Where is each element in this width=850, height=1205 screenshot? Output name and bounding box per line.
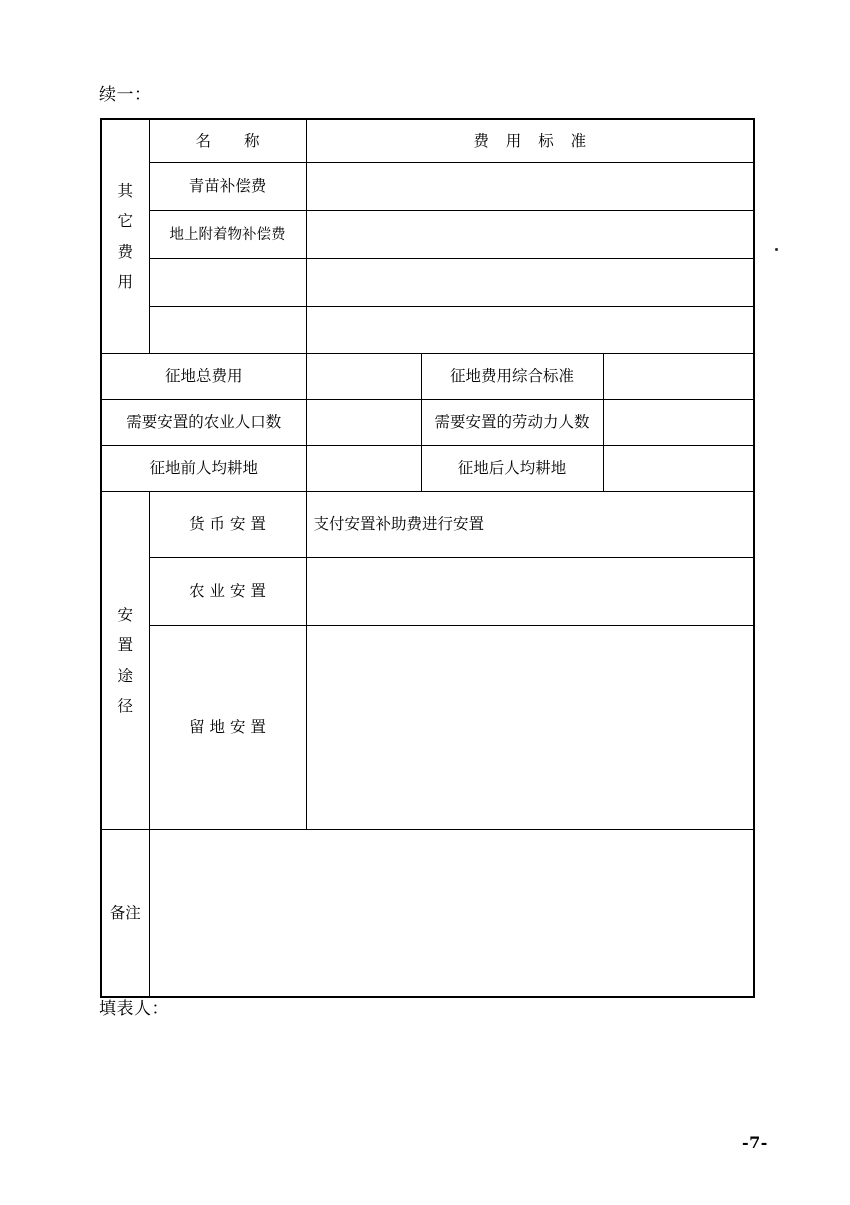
form-filler-label: 填表人： [99,999,169,1019]
table-row-fee-4 [101,307,754,354]
summary-left-label-text-2: 需要安置的农业人口数 [126,413,282,432]
vertical-char-resettlement-3: 径 [117,696,133,715]
table-row-fee-1 [101,163,754,211]
fee-name-label-1: 青苗补偿费 [188,177,267,196]
fee-name-cell-3[interactable] [149,259,306,307]
resettlement-content-cell-3[interactable] [306,626,754,830]
summary-left-label-2 [101,400,306,446]
resettlement-label-text-1: 货 币 安 置 [189,515,266,534]
table-row-fee-3 [101,259,754,307]
resettlement-label-cell-2 [149,558,306,626]
vertical-char-0: 其 [117,182,133,201]
vertical-char-resettlement-0: 安 [117,606,133,625]
table-row-summary-2 [101,400,754,446]
summary-left-value-3[interactable] [306,446,421,492]
summary-left-label-text-3: 征地前人均耕地 [149,459,258,478]
summary-right-label-text-3: 征地后人均耕地 [457,459,567,478]
vertical-label-other-fees [101,119,149,354]
fee-standard-cell-1[interactable] [306,163,754,211]
summary-right-label-text-1: 征地费用综合标准 [449,367,574,386]
summary-right-label-1 [421,354,603,400]
fee-name-label-2: 地上附着物补偿费 [169,226,286,243]
vertical-char-2: 费 [117,242,133,261]
summary-right-value-3[interactable] [603,446,754,492]
summary-left-value-2[interactable] [306,400,421,446]
fee-name-cell-2 [149,211,306,259]
scan-artifact-dot [775,248,778,251]
vertical-char-resettlement-1: 置 [117,636,133,655]
remarks-label-cell [101,830,149,998]
vertical-label-resettlement [101,492,149,830]
column-header-fee-standard-label: 费 用 标 准 [473,131,593,150]
table-row-remarks [101,830,754,998]
fee-name-cell-4[interactable] [149,307,306,354]
summary-right-label-text-2: 需要安置的劳动力人数 [434,413,590,432]
land-acquisition-form-table [100,118,755,998]
summary-right-label-3 [421,446,603,492]
table-row-summary-3 [101,446,754,492]
table-row-resettlement-2 [101,558,754,626]
vertical-char-3: 用 [117,272,133,291]
vertical-char-resettlement-2: 途 [117,666,133,685]
column-header-name [149,119,306,163]
resettlement-content-cell-2[interactable] [306,558,754,626]
page-number: -7- [742,1133,768,1152]
resettlement-label-cell-3 [149,626,306,830]
table-row-resettlement-3 [101,626,754,830]
table-row-fee-2 [101,211,754,259]
summary-right-value-1[interactable] [603,354,754,400]
table-row-other-fees-header [101,119,754,163]
fee-name-cell-1 [149,163,306,211]
fee-standard-cell-2[interactable] [306,211,754,259]
summary-right-value-2[interactable] [603,400,754,446]
summary-left-label-3 [101,446,306,492]
table-row-resettlement-1 [101,492,754,558]
summary-left-value-1[interactable] [306,354,421,400]
vertical-label-other-fees-stack [102,176,149,297]
fee-standard-cell-4[interactable] [306,307,754,354]
continuation-header: 续一： [99,85,152,105]
resettlement-content-text-1: 支付安置补助费进行安置 [313,515,485,534]
table-row-summary-1 [101,354,754,400]
vertical-char-1: 它 [117,212,133,231]
remarks-content-cell[interactable] [149,830,754,998]
remarks-label-text: 备注 [109,903,141,922]
summary-left-label-text-1: 征地总费用 [164,367,243,386]
fee-standard-cell-3[interactable] [306,259,754,307]
column-header-fee-standard [306,119,754,163]
resettlement-label-text-2: 农 业 安 置 [189,582,266,601]
vertical-label-resettlement-stack [102,600,149,721]
resettlement-label-cell-1 [149,492,306,558]
summary-right-label-2 [421,400,603,446]
resettlement-content-cell-1[interactable] [306,492,754,558]
column-header-name-label: 名 称 [195,131,274,150]
summary-left-label-1 [101,354,306,400]
resettlement-label-text-3: 留 地 安 置 [189,718,266,737]
